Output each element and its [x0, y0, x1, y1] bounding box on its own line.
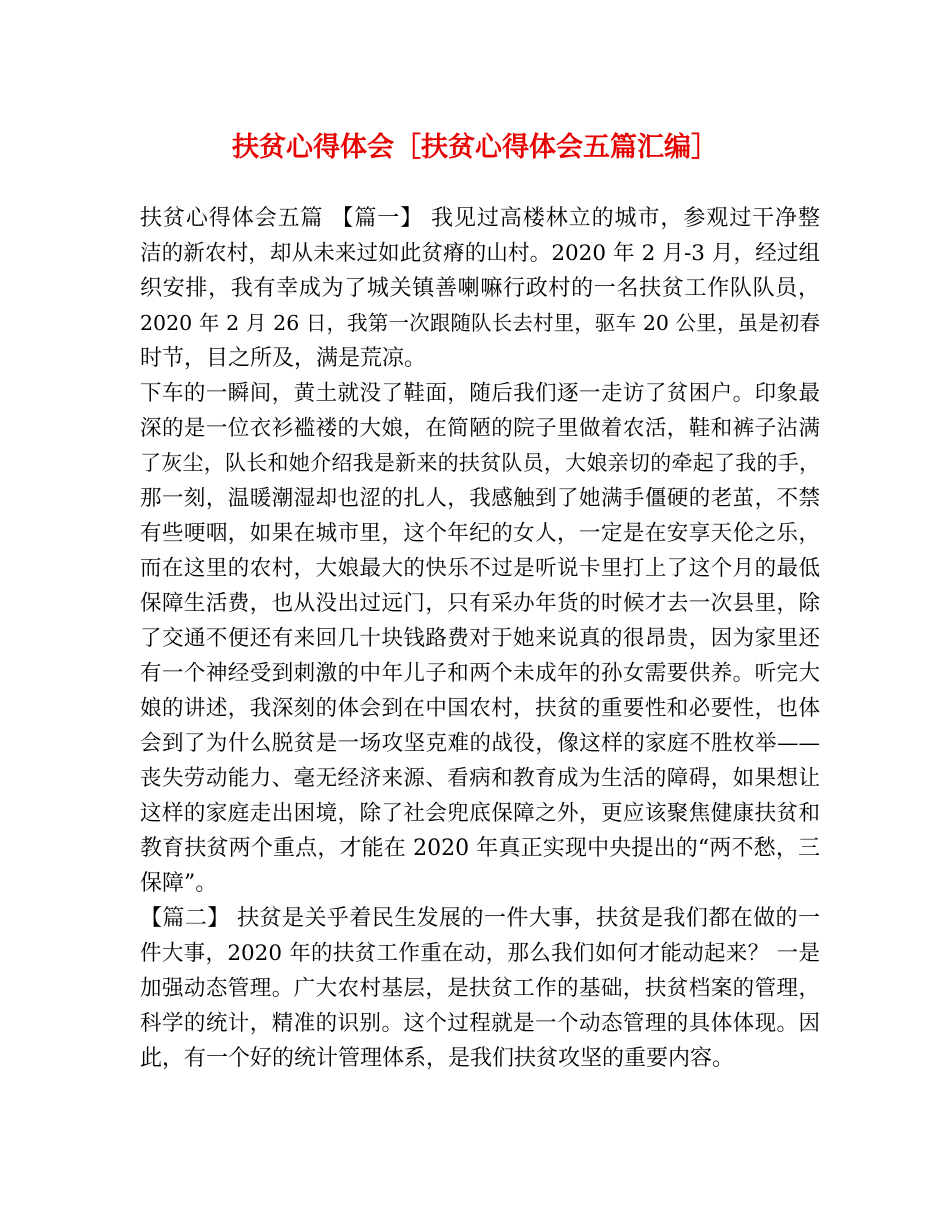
- text-line: 件大事，2020 年的扶贫工作重在动，那么我们如何才能动起来？ 一是: [140, 941, 820, 966]
- text-line: 而在这里的农村，大娘最大的快乐不过是听说卡里打上了这个月的最低: [140, 556, 820, 581]
- text-line: 2020 年 2 月 26 日，我第一次跟随队长去村里，驱车 20 公里，虽是初春: [140, 311, 820, 335]
- text-line: 会到了为什么脱贫是一场攻坚克难的战役，像这样的家庭不胜枚举——: [140, 731, 820, 756]
- document-title: 扶贫心得体会［扶贫心得体会五篇汇编］: [232, 132, 718, 163]
- text-line: 有些哽咽，如果在城市里，这个年纪的女人，一定是在安享天伦之乐，: [140, 521, 820, 546]
- text-line: 教育扶贫两个重点，才能在 2020 年真正实现中央提出的“两不愁，三: [140, 836, 820, 861]
- text-line: 下车的一瞬间，黄土就没了鞋面，随后我们逐一走访了贫困户。印象最: [140, 381, 820, 406]
- text-line: 此，有一个好的统计管理体系，是我们扶贫攻坚的重要内容。: [140, 1046, 735, 1071]
- document-body: [140, 201, 820, 1076]
- text-line: 科学的统计，精准的识别。这个过程就是一个动态管理的具体体现。因: [140, 1011, 820, 1036]
- text-line: 保障”。: [140, 871, 218, 896]
- text-line: 【篇二】 扶贫是关乎着民生发展的一件大事，扶贫是我们都在做的一: [140, 906, 820, 931]
- text-line: 了交通不便还有来回几十块钱路费对于她来说真的很昂贵，因为家里还: [140, 626, 820, 651]
- text-line: 娘的讲述，我深刻的体会到在中国农村，扶贫的重要性和必要性，也体: [140, 696, 820, 721]
- text-line: 扶贫心得体会五篇 【篇一】 我见过高楼林立的城市，参观过干净整: [140, 206, 820, 231]
- text-line: 了灰尘，队长和她介绍我是新来的扶贫队员，大娘亲切的牵起了我的手，: [140, 451, 820, 475]
- text-line: 那一刻，温暖潮湿却也涩的扎人，我感触到了她满手僵硬的老茧，不禁: [140, 486, 820, 511]
- text-line: 织安排，我有幸成为了城关镇善喇嘛行政村的一名扶贫工作队队员，: [140, 276, 820, 301]
- text-line: 有一个神经受到刺激的中年儿子和两个未成年的孙女需要供养。听完大: [140, 661, 820, 686]
- text-line: 深的是一位衣衫褴褛的大娘，在简陋的院子里做着农活，鞋和裤子沾满: [140, 416, 820, 441]
- text-line: 加强动态管理。广大农村基层，是扶贫工作的基础，扶贫档案的管理，: [140, 976, 820, 1001]
- text-line: 保障生活费，也从没出过远门，只有采办年货的时候才去一次县里，除: [140, 591, 820, 616]
- text-line: 时节，目之所及，满是荒凉。: [140, 346, 427, 371]
- text-line: 这样的家庭走出困境，除了社会兜底保障之外，更应该聚焦健康扶贫和: [140, 801, 820, 826]
- text-line: 丧失劳动能力、毫无经济来源、看病和教育成为生活的障碍，如果想让: [140, 766, 820, 791]
- text-line: 洁的新农村，却从未来过如此贫瘠的山村。2020 年 2 月-3 月，经过组: [140, 241, 820, 266]
